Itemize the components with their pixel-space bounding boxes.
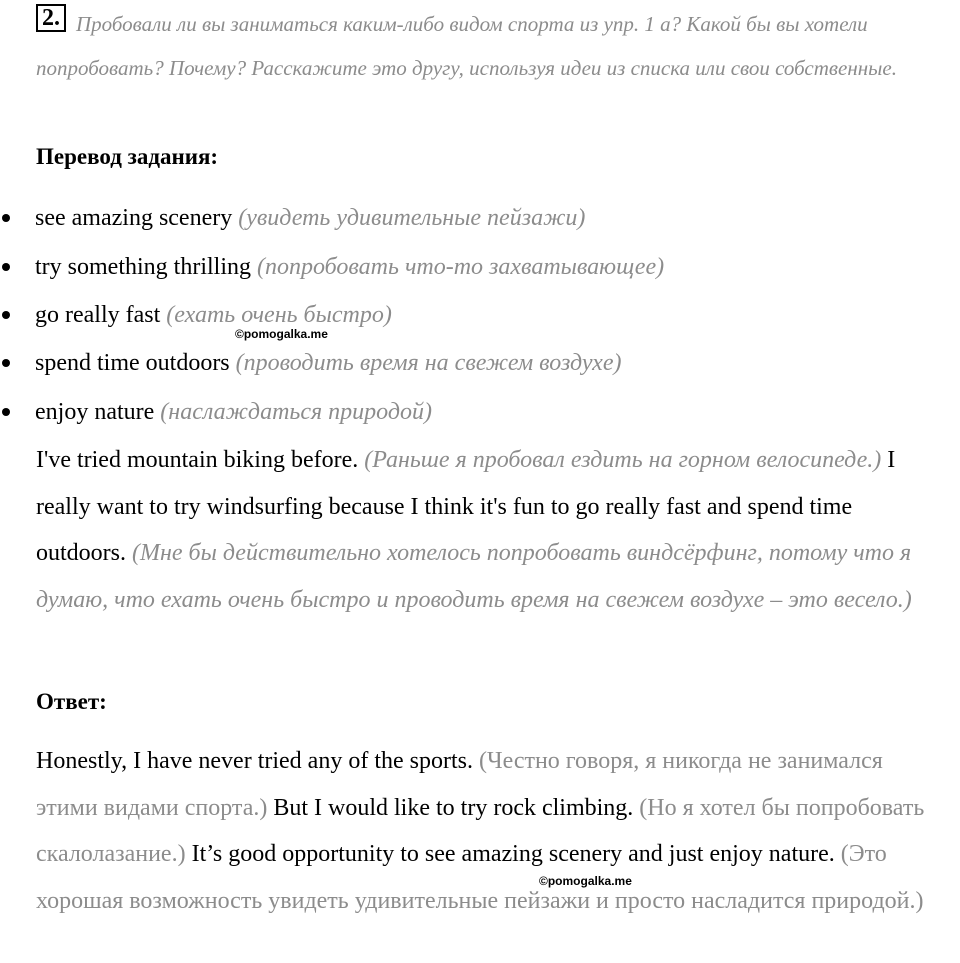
- idea-russian: (увидеть удивительные пейзажи): [238, 205, 586, 231]
- example-paragraph: [36, 437, 948, 623]
- task-instruction: Пробовали ли вы заниматься каким-либо видом спорта из упр. 1 а? Какой бы вы хотели попробовать? Почему? Расскажите это другу, используя идеи из списка или свои собственные.: [36, 12, 897, 80]
- idea-english: enjoy nature: [35, 399, 155, 425]
- idea-english: go really fast: [35, 302, 161, 328]
- idea-english: spend time outdoors: [35, 350, 230, 376]
- answer-english: Honestly, I have never tried any of the sports.: [36, 748, 479, 774]
- answer-english: It’s good opportunity to see amazing scenery and just enjoy nature.: [185, 841, 841, 867]
- answer-heading: Ответ:: [36, 689, 107, 714]
- idea-english: see amazing scenery: [35, 205, 233, 231]
- idea-russian: (наслаждаться природой): [160, 399, 432, 425]
- answer-russian: (Честно говоря, я никогда не занимался этими видами спорта.): [36, 748, 883, 821]
- answer-russian: (Это хорошая возможность увидеть удивительные пейзажи и просто насладится природой.): [36, 841, 924, 914]
- bullet-icon: [2, 408, 10, 416]
- idea-english: try something thrilling: [35, 254, 251, 280]
- example-english: I really want to try windsurfing because I think it's fun to go really fast and spend time outdoors.: [36, 447, 896, 566]
- example-english: I've tried mountain biking before.: [36, 447, 365, 473]
- bullet-icon: [2, 214, 10, 222]
- watermark: ©pomogalka.me: [539, 874, 632, 888]
- bullet-icon: [2, 359, 10, 367]
- watermark: ©pomogalka.me: [235, 327, 328, 341]
- idea-russian: (проводить время на свежем воздухе): [235, 350, 622, 376]
- bullet-icon: [2, 311, 10, 319]
- idea-russian: (ехать очень быстро): [166, 302, 392, 328]
- task-number: 2.: [36, 4, 66, 32]
- translation-heading: Перевод задания:: [36, 144, 219, 169]
- answer-russian: (Но я хотел бы попробовать скалолазание.): [36, 794, 925, 867]
- example-russian: (Раньше я пробовал ездить на горном велосипеде.): [364, 447, 882, 473]
- bullet-icon: [2, 263, 10, 271]
- example-russian: (Мне бы действительно хотелось попробовать виндсёрфинг, потому что я думаю, что ехать очень быстро и проводить время на свежем воздухе – это весело.): [36, 540, 912, 613]
- answer-english: But I would like to try rock climbing.: [267, 794, 640, 821]
- answer-paragraph: [36, 738, 948, 924]
- idea-russian: (попробовать что-то захватывающее): [257, 254, 665, 280]
